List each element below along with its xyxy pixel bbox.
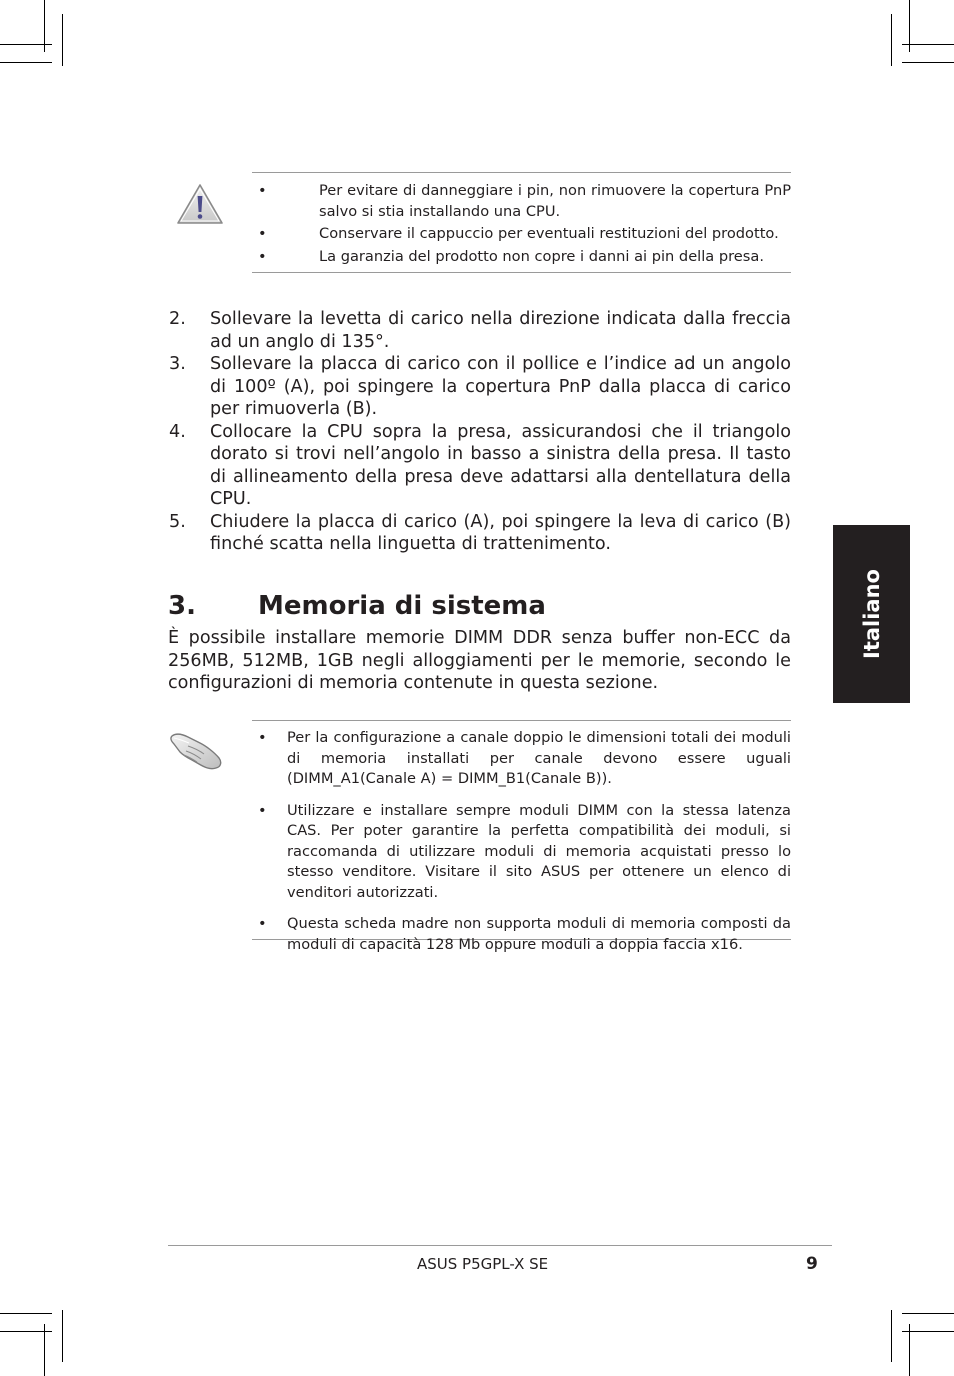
warning-triangle-icon xyxy=(176,183,224,229)
bullet: • xyxy=(258,729,267,746)
list-item xyxy=(252,728,791,790)
step-number: 3. xyxy=(169,354,186,374)
list-item xyxy=(252,247,791,268)
warning-text: Per evitare di danneggiare i pin, non rimuovere la copertura PnP salvo si stia installando una CPU. xyxy=(319,182,791,220)
section-title: Memoria di sistema xyxy=(258,591,546,621)
step-item xyxy=(168,308,791,353)
note-text: Questa scheda madre non supporta moduli di memoria composti da moduli di capacità 128 Mb oppure moduli a doppia faccia x16. xyxy=(287,915,791,953)
warning-text: Conservare il cappuccio per eventuali restituzioni del prodotto. xyxy=(319,225,779,242)
warning-text: La garanzia del prodotto non copre i danni ai pin della presa. xyxy=(319,247,764,265)
note-box xyxy=(252,720,791,953)
list-item xyxy=(252,224,791,245)
footer-divider xyxy=(168,1245,832,1246)
bullet: • xyxy=(258,225,267,242)
step-text: Sollevare la levetta di carico nella direzione indicata dalla freccia ad un anglo di 135°. xyxy=(210,309,791,352)
step-item xyxy=(168,421,791,511)
note-text: Per la configurazione a canale doppio le dimensioni totali dei moduli di memoria installati per canale devono essere uguali (DIMM_A1(Canale A) = DIMM_B1(Canale B)). xyxy=(287,729,791,787)
list-item xyxy=(252,914,791,955)
step-text: Collocare la CPU sopra la presa, assicurandosi che il triangolo dorato si trovi nell’angolo in basso a sinistra della presa. Il tasto di allineamento della presa deve adattarsi alla dentellatura della CPU. xyxy=(210,421,791,509)
step-item xyxy=(168,353,791,421)
footer-model: ASUS P5GPL-X SE xyxy=(417,1255,549,1273)
section-intro: È possibile installare memorie DIMM DDR senza buffer non-ECC da 256MB, 512MB, 1GB negli alloggiamenti per le memorie, secondo le configurazioni di memoria contenute in questa sezione. xyxy=(168,628,791,693)
bullet: • xyxy=(258,247,267,265)
step-number: 5. xyxy=(169,511,186,532)
step-number: 2. xyxy=(169,309,186,329)
warning-box xyxy=(252,172,791,273)
step-text: Chiudere la placca di carico (A), poi spingere la leva di carico (B) finché scatta nella linguetta di trattenimento. xyxy=(210,511,791,554)
pointing-hand-icon xyxy=(170,730,224,776)
bullet: • xyxy=(258,801,267,819)
step-text: Sollevare la placca di carico con il pollice e l’indice ad un angolo di 100º (A), poi spingere la copertura PnP dalla placca di carico per rimuoverla (B). xyxy=(210,354,791,419)
note-text: Utilizzare e installare sempre moduli DIMM con la stessa latenza CAS. Per poter garantire la perfetta compatibilità dei moduli, si raccomanda di utilizzare moduli di memoria acquistati presso lo stesso venditore. Visitare il sito ASUS per ottenere un elenco di venditori autorizzati. xyxy=(287,801,791,901)
installation-steps xyxy=(168,308,791,556)
language-tab-label: Italiano xyxy=(859,569,884,659)
language-tab xyxy=(833,525,910,703)
list-item xyxy=(252,181,791,222)
bullet: • xyxy=(258,915,267,932)
section-heading xyxy=(168,588,546,624)
step-number: 4. xyxy=(169,421,186,442)
bullet: • xyxy=(258,182,267,199)
list-item xyxy=(252,801,791,904)
section-number: 3. xyxy=(168,591,196,621)
step-item xyxy=(168,511,791,556)
page-number: 9 xyxy=(806,1254,818,1274)
